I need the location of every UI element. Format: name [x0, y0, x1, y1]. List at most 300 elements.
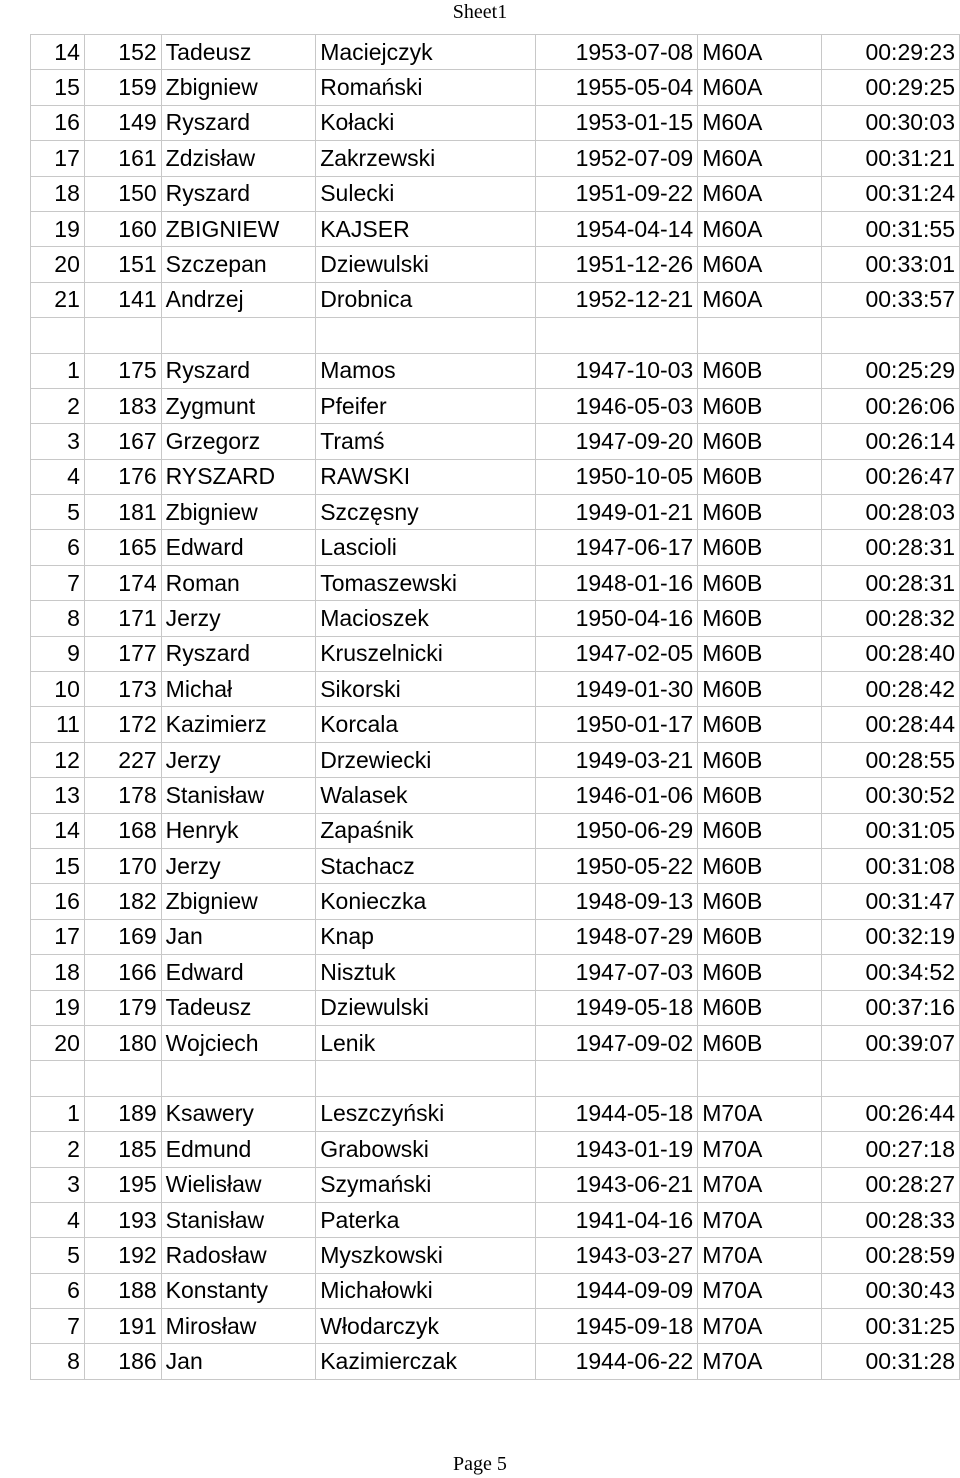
first-name-cell: Edward — [161, 530, 316, 565]
first-name-cell: Andrzej — [161, 282, 316, 317]
place-cell: 7 — [31, 1309, 85, 1344]
place-cell: 5 — [31, 495, 85, 530]
first-name-cell: Jerzy — [161, 601, 316, 636]
category-cell: M60B — [698, 459, 822, 494]
finish-time-cell: 00:31:25 — [822, 1309, 960, 1344]
table-row — [31, 672, 960, 707]
table-row — [31, 282, 960, 317]
category-cell: M60A — [698, 282, 822, 317]
sheet-title: Sheet1 — [452, 1, 508, 23]
last-name-cell: Drobnica — [316, 282, 536, 317]
last-name-cell: Walasek — [316, 778, 536, 813]
bib-number-cell: 178 — [84, 778, 161, 813]
finish-time-cell: 00:32:19 — [822, 919, 960, 954]
birth-date-cell: 1947-09-02 — [536, 1025, 698, 1060]
last-name-cell: Włodarczyk — [316, 1309, 536, 1344]
bib-number-cell: 174 — [84, 565, 161, 600]
finish-time-cell — [822, 318, 960, 353]
last-name-cell: Konieczka — [316, 884, 536, 919]
results-table-body — [31, 35, 960, 1380]
category-cell: M60B — [698, 530, 822, 565]
bib-number-cell: 149 — [84, 105, 161, 140]
bib-number-cell: 161 — [84, 141, 161, 176]
place-cell: 9 — [31, 636, 85, 671]
first-name-cell: Szczepan — [161, 247, 316, 282]
first-name-cell: Konstanty — [161, 1273, 316, 1308]
last-name-cell: Tramś — [316, 424, 536, 459]
finish-time-cell: 00:28:32 — [822, 601, 960, 636]
place-cell: 18 — [31, 176, 85, 211]
category-cell: M70A — [698, 1273, 822, 1308]
first-name-cell: Wielisław — [161, 1167, 316, 1202]
bib-number-cell: 181 — [84, 495, 161, 530]
place-cell: 17 — [31, 141, 85, 176]
first-name-cell: Roman — [161, 565, 316, 600]
bib-number-cell: 191 — [84, 1309, 161, 1344]
last-name-cell — [316, 318, 536, 353]
table-row — [31, 919, 960, 954]
table-row — [31, 813, 960, 848]
bib-number-cell: 170 — [84, 848, 161, 883]
first-name-cell: Zdzisław — [161, 141, 316, 176]
bib-number-cell: 188 — [84, 1273, 161, 1308]
birth-date-cell: 1953-01-15 — [536, 105, 698, 140]
category-cell: M60A — [698, 70, 822, 105]
first-name-cell: ZBIGNIEW — [161, 211, 316, 246]
bib-number-cell — [84, 318, 161, 353]
place-cell: 19 — [31, 211, 85, 246]
bib-number-cell: 159 — [84, 70, 161, 105]
last-name-cell: Lenik — [316, 1025, 536, 1060]
place-cell: 8 — [31, 601, 85, 636]
finish-time-cell: 00:31:55 — [822, 211, 960, 246]
bib-number-cell — [84, 1061, 161, 1096]
last-name-cell: Myszkowski — [316, 1238, 536, 1273]
last-name-cell: Romański — [316, 70, 536, 105]
last-name-cell: Leszczyński — [316, 1096, 536, 1131]
birth-date-cell: 1948-09-13 — [536, 884, 698, 919]
place-cell: 13 — [31, 778, 85, 813]
first-name-cell: Ryszard — [161, 105, 316, 140]
first-name-cell: Tadeusz — [161, 35, 316, 70]
finish-time-cell: 00:28:44 — [822, 707, 960, 742]
first-name-cell: Ryszard — [161, 636, 316, 671]
birth-date-cell: 1949-01-30 — [536, 672, 698, 707]
birth-date-cell: 1951-09-22 — [536, 176, 698, 211]
birth-date-cell: 1947-06-17 — [536, 530, 698, 565]
last-name-cell: RAWSKI — [316, 459, 536, 494]
table-row — [31, 601, 960, 636]
table-row — [31, 1132, 960, 1167]
finish-time-cell: 00:31:47 — [822, 884, 960, 919]
finish-time-cell: 00:28:42 — [822, 672, 960, 707]
birth-date-cell: 1946-05-03 — [536, 388, 698, 423]
birth-date-cell: 1953-07-08 — [536, 35, 698, 70]
place-cell: 3 — [31, 1167, 85, 1202]
category-cell: M60B — [698, 601, 822, 636]
birth-date-cell: 1944-09-09 — [536, 1273, 698, 1308]
place-cell: 20 — [31, 1025, 85, 1060]
first-name-cell: Ryszard — [161, 353, 316, 388]
finish-time-cell: 00:37:16 — [822, 990, 960, 1025]
place-cell: 3 — [31, 424, 85, 459]
category-cell: M60B — [698, 672, 822, 707]
table-row — [31, 247, 960, 282]
last-name-cell: Nisztuk — [316, 955, 536, 990]
place-cell: 4 — [31, 1202, 85, 1237]
last-name-cell: Michałowki — [316, 1273, 536, 1308]
birth-date-cell: 1950-10-05 — [536, 459, 698, 494]
place-cell: 6 — [31, 530, 85, 565]
bib-number-cell: 189 — [84, 1096, 161, 1131]
last-name-cell: Korcala — [316, 707, 536, 742]
place-cell — [31, 318, 85, 353]
first-name-cell: Grzegorz — [161, 424, 316, 459]
bib-number-cell: 173 — [84, 672, 161, 707]
table-row — [31, 1202, 960, 1237]
birth-date-cell: 1949-03-21 — [536, 742, 698, 777]
birth-date-cell: 1954-04-14 — [536, 211, 698, 246]
finish-time-cell: 00:31:21 — [822, 141, 960, 176]
bib-number-cell: 193 — [84, 1202, 161, 1237]
last-name-cell: Sulecki — [316, 176, 536, 211]
table-row — [31, 530, 960, 565]
finish-time-cell: 00:27:18 — [822, 1132, 960, 1167]
table-row — [31, 424, 960, 459]
table-row — [31, 105, 960, 140]
finish-time-cell: 00:25:29 — [822, 353, 960, 388]
table-row — [31, 176, 960, 211]
birth-date-cell: 1949-05-18 — [536, 990, 698, 1025]
finish-time-cell: 00:34:52 — [822, 955, 960, 990]
bib-number-cell: 151 — [84, 247, 161, 282]
table-row — [31, 1309, 960, 1344]
category-cell: M60A — [698, 211, 822, 246]
finish-time-cell: 00:28:03 — [822, 495, 960, 530]
bib-number-cell: 180 — [84, 1025, 161, 1060]
last-name-cell: Zapaśnik — [316, 813, 536, 848]
last-name-cell: Mamos — [316, 353, 536, 388]
place-cell: 7 — [31, 565, 85, 600]
last-name-cell: Drzewiecki — [316, 742, 536, 777]
table-row — [31, 353, 960, 388]
finish-time-cell: 00:26:14 — [822, 424, 960, 459]
finish-time-cell: 00:33:57 — [822, 282, 960, 317]
place-cell: 19 — [31, 990, 85, 1025]
table-row — [31, 1025, 960, 1060]
finish-time-cell: 00:28:31 — [822, 565, 960, 600]
category-cell: M60B — [698, 353, 822, 388]
first-name-cell: Mirosław — [161, 1309, 316, 1344]
first-name-cell: Zbigniew — [161, 884, 316, 919]
last-name-cell: Dziewulski — [316, 247, 536, 282]
bib-number-cell: 179 — [84, 990, 161, 1025]
first-name-cell: Stanisław — [161, 1202, 316, 1237]
bib-number-cell: 152 — [84, 35, 161, 70]
last-name-cell: Pfeifer — [316, 388, 536, 423]
table-row — [31, 459, 960, 494]
category-cell: M60A — [698, 105, 822, 140]
first-name-cell: Jan — [161, 1344, 316, 1379]
category-cell: M60B — [698, 1025, 822, 1060]
last-name-cell — [316, 1061, 536, 1096]
category-cell: M70A — [698, 1238, 822, 1273]
last-name-cell: Kruszelnicki — [316, 636, 536, 671]
first-name-cell: Stanisław — [161, 778, 316, 813]
place-cell: 10 — [31, 672, 85, 707]
birth-date-cell: 1947-07-03 — [536, 955, 698, 990]
place-cell: 15 — [31, 848, 85, 883]
place-cell: 4 — [31, 459, 85, 494]
table-row — [31, 388, 960, 423]
birth-date-cell: 1947-02-05 — [536, 636, 698, 671]
table-row — [31, 565, 960, 600]
table-row — [31, 35, 960, 70]
place-cell: 21 — [31, 282, 85, 317]
finish-time-cell: 00:30:43 — [822, 1273, 960, 1308]
birth-date-cell: 1952-07-09 — [536, 141, 698, 176]
category-cell: M70A — [698, 1344, 822, 1379]
first-name-cell: Radosław — [161, 1238, 316, 1273]
first-name-cell: RYSZARD — [161, 459, 316, 494]
bib-number-cell: 171 — [84, 601, 161, 636]
bib-number-cell: 141 — [84, 282, 161, 317]
place-cell: 16 — [31, 105, 85, 140]
last-name-cell: Paterka — [316, 1202, 536, 1237]
table-row — [31, 990, 960, 1025]
birth-date-cell: 1952-12-21 — [536, 282, 698, 317]
finish-time-cell: 00:28:55 — [822, 742, 960, 777]
place-cell: 20 — [31, 247, 85, 282]
last-name-cell: Dziewulski — [316, 990, 536, 1025]
place-cell — [31, 1061, 85, 1096]
bib-number-cell: 165 — [84, 530, 161, 565]
category-cell: M60B — [698, 707, 822, 742]
bib-number-cell: 169 — [84, 919, 161, 954]
last-name-cell: Sikorski — [316, 672, 536, 707]
last-name-cell: Knap — [316, 919, 536, 954]
birth-date-cell: 1947-09-20 — [536, 424, 698, 459]
bib-number-cell: 172 — [84, 707, 161, 742]
page-label: Page 5 — [453, 1453, 507, 1475]
bib-number-cell: 185 — [84, 1132, 161, 1167]
table-row — [31, 141, 960, 176]
category-cell: M60B — [698, 813, 822, 848]
first-name-cell: Jan — [161, 919, 316, 954]
category-cell: M60B — [698, 424, 822, 459]
bib-number-cell: 176 — [84, 459, 161, 494]
birth-date-cell — [536, 1061, 698, 1096]
birth-date-cell: 1950-01-17 — [536, 707, 698, 742]
birth-date-cell: 1943-01-19 — [536, 1132, 698, 1167]
place-cell: 14 — [31, 35, 85, 70]
finish-time-cell: 00:26:47 — [822, 459, 960, 494]
category-cell: M60B — [698, 884, 822, 919]
birth-date-cell: 1941-04-16 — [536, 1202, 698, 1237]
category-cell: M70A — [698, 1202, 822, 1237]
place-cell: 5 — [31, 1238, 85, 1273]
category-cell — [698, 318, 822, 353]
finish-time-cell: 00:31:28 — [822, 1344, 960, 1379]
finish-time-cell: 00:26:06 — [822, 388, 960, 423]
last-name-cell: Maciejczyk — [316, 35, 536, 70]
finish-time-cell: 00:29:23 — [822, 35, 960, 70]
category-cell: M60B — [698, 955, 822, 990]
results-table — [30, 34, 960, 1380]
finish-time-cell — [822, 1061, 960, 1096]
place-cell: 18 — [31, 955, 85, 990]
category-cell: M60B — [698, 919, 822, 954]
bib-number-cell: 150 — [84, 176, 161, 211]
first-name-cell: Ryszard — [161, 176, 316, 211]
place-cell: 2 — [31, 1132, 85, 1167]
bib-number-cell: 177 — [84, 636, 161, 671]
birth-date-cell: 1951-12-26 — [536, 247, 698, 282]
last-name-cell: Macioszek — [316, 601, 536, 636]
birth-date-cell: 1950-05-22 — [536, 848, 698, 883]
table-row — [31, 1238, 960, 1273]
place-cell: 14 — [31, 813, 85, 848]
birth-date-cell: 1947-10-03 — [536, 353, 698, 388]
bib-number-cell: 186 — [84, 1344, 161, 1379]
finish-time-cell: 00:28:59 — [822, 1238, 960, 1273]
last-name-cell: Kazimierczak — [316, 1344, 536, 1379]
category-cell: M60A — [698, 35, 822, 70]
place-cell: 1 — [31, 353, 85, 388]
table-row — [31, 955, 960, 990]
table-row — [31, 495, 960, 530]
finish-time-cell: 00:31:24 — [822, 176, 960, 211]
separator-row — [31, 318, 960, 353]
first-name-cell: Tadeusz — [161, 990, 316, 1025]
first-name-cell: Edmund — [161, 1132, 316, 1167]
last-name-cell: Szczęsny — [316, 495, 536, 530]
table-row — [31, 742, 960, 777]
category-cell: M60B — [698, 848, 822, 883]
birth-date-cell: 1943-03-27 — [536, 1238, 698, 1273]
first-name-cell: Zbigniew — [161, 495, 316, 530]
table-row — [31, 884, 960, 919]
category-cell: M60B — [698, 388, 822, 423]
first-name-cell: Henryk — [161, 813, 316, 848]
birth-date-cell: 1949-01-21 — [536, 495, 698, 530]
bib-number-cell: 182 — [84, 884, 161, 919]
bib-number-cell: 167 — [84, 424, 161, 459]
first-name-cell: Kazimierz — [161, 707, 316, 742]
first-name-cell: Jerzy — [161, 742, 316, 777]
finish-time-cell: 00:31:08 — [822, 848, 960, 883]
finish-time-cell: 00:30:52 — [822, 778, 960, 813]
first-name-cell: Michał — [161, 672, 316, 707]
table-row — [31, 1273, 960, 1308]
table-row — [31, 636, 960, 671]
place-cell: 12 — [31, 742, 85, 777]
birth-date-cell: 1943-06-21 — [536, 1167, 698, 1202]
birth-date-cell: 1945-09-18 — [536, 1309, 698, 1344]
bib-number-cell: 192 — [84, 1238, 161, 1273]
finish-time-cell: 00:28:33 — [822, 1202, 960, 1237]
birth-date-cell: 1950-06-29 — [536, 813, 698, 848]
first-name-cell: Jerzy — [161, 848, 316, 883]
finish-time-cell: 00:30:03 — [822, 105, 960, 140]
birth-date-cell — [536, 318, 698, 353]
bib-number-cell: 227 — [84, 742, 161, 777]
category-cell — [698, 1061, 822, 1096]
last-name-cell: Zakrzewski — [316, 141, 536, 176]
category-cell: M60B — [698, 990, 822, 1025]
first-name-cell: Edward — [161, 955, 316, 990]
bib-number-cell: 166 — [84, 955, 161, 990]
place-cell: 11 — [31, 707, 85, 742]
last-name-cell: Kołacki — [316, 105, 536, 140]
bib-number-cell: 160 — [84, 211, 161, 246]
place-cell: 15 — [31, 70, 85, 105]
last-name-cell: Lascioli — [316, 530, 536, 565]
table-row — [31, 707, 960, 742]
category-cell: M60B — [698, 565, 822, 600]
first-name-cell: Wojciech — [161, 1025, 316, 1060]
place-cell: 8 — [31, 1344, 85, 1379]
separator-row — [31, 1061, 960, 1096]
category-cell: M60B — [698, 636, 822, 671]
birth-date-cell: 1948-01-16 — [536, 565, 698, 600]
category-cell: M60A — [698, 176, 822, 211]
birth-date-cell: 1944-05-18 — [536, 1096, 698, 1131]
table-row — [31, 1344, 960, 1379]
finish-time-cell: 00:28:40 — [822, 636, 960, 671]
place-cell: 17 — [31, 919, 85, 954]
category-cell: M70A — [698, 1096, 822, 1131]
last-name-cell: KAJSER — [316, 211, 536, 246]
category-cell: M70A — [698, 1309, 822, 1344]
category-cell: M60B — [698, 742, 822, 777]
category-cell: M60A — [698, 247, 822, 282]
finish-time-cell: 00:39:07 — [822, 1025, 960, 1060]
category-cell: M60B — [698, 778, 822, 813]
birth-date-cell: 1948-07-29 — [536, 919, 698, 954]
bib-number-cell: 175 — [84, 353, 161, 388]
birth-date-cell: 1950-04-16 — [536, 601, 698, 636]
birth-date-cell: 1955-05-04 — [536, 70, 698, 105]
bib-number-cell: 183 — [84, 388, 161, 423]
finish-time-cell: 00:29:25 — [822, 70, 960, 105]
table-row — [31, 848, 960, 883]
finish-time-cell: 00:31:05 — [822, 813, 960, 848]
last-name-cell: Grabowski — [316, 1132, 536, 1167]
table-row — [31, 1167, 960, 1202]
finish-time-cell: 00:28:31 — [822, 530, 960, 565]
finish-time-cell: 00:26:44 — [822, 1096, 960, 1131]
place-cell: 6 — [31, 1273, 85, 1308]
last-name-cell: Tomaszewski — [316, 565, 536, 600]
last-name-cell: Stachacz — [316, 848, 536, 883]
last-name-cell: Szymański — [316, 1167, 536, 1202]
first-name-cell — [161, 1061, 316, 1096]
finish-time-cell: 00:33:01 — [822, 247, 960, 282]
finish-time-cell: 00:28:27 — [822, 1167, 960, 1202]
table-row — [31, 211, 960, 246]
bib-number-cell: 168 — [84, 813, 161, 848]
category-cell: M60A — [698, 141, 822, 176]
first-name-cell: Zygmunt — [161, 388, 316, 423]
birth-date-cell: 1944-06-22 — [536, 1344, 698, 1379]
category-cell: M70A — [698, 1132, 822, 1167]
category-cell: M60B — [698, 495, 822, 530]
birth-date-cell: 1946-01-06 — [536, 778, 698, 813]
place-cell: 16 — [31, 884, 85, 919]
first-name-cell — [161, 318, 316, 353]
table-row — [31, 1096, 960, 1131]
